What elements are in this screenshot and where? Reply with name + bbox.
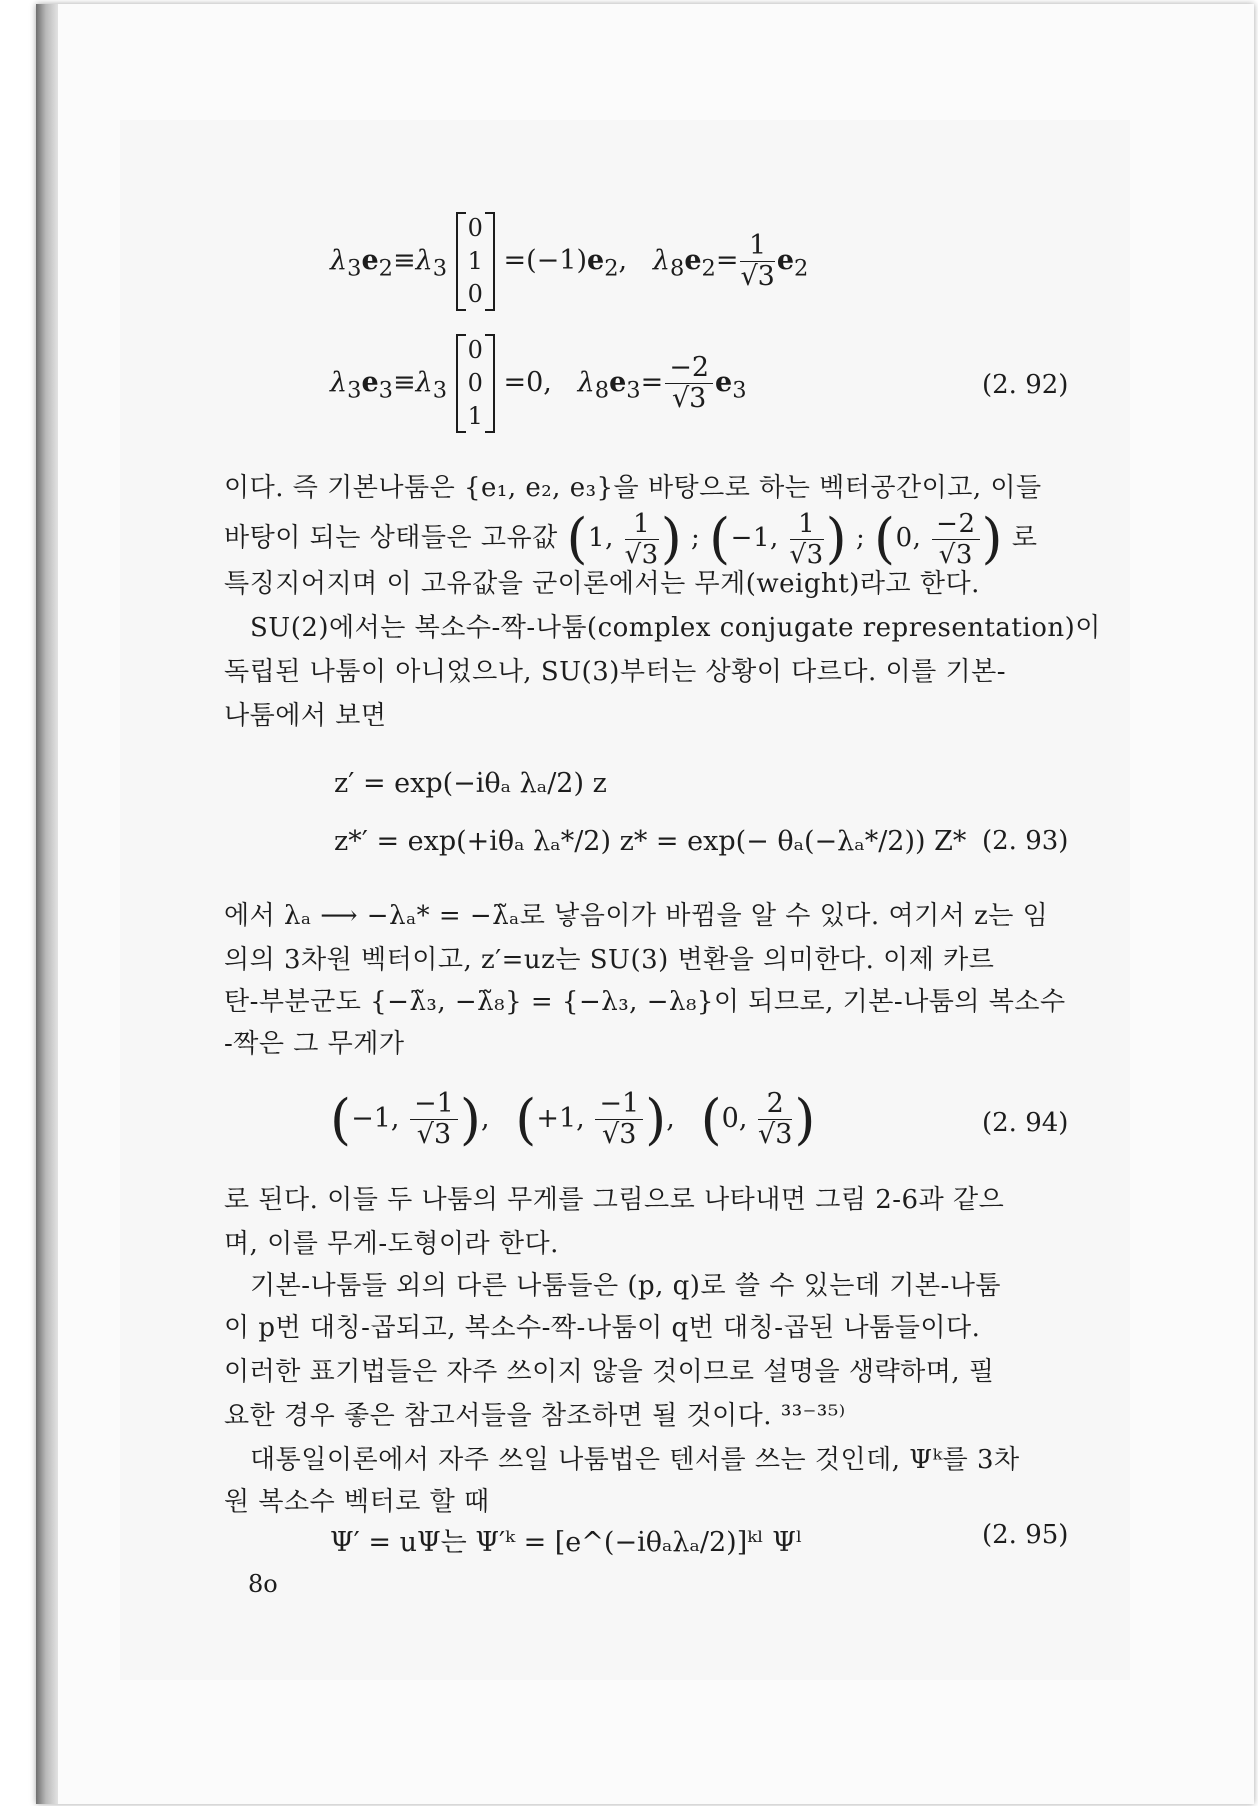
paragraph-3-line-3: 탄-부분군도 {−λ̃₃, −λ̃₈} = {−λ₃, −λ₈}이 되므로, 기본-나툼의 복소수 xyxy=(224,987,1066,1017)
page-number: 8o xyxy=(248,1570,278,1598)
paragraph-1-line-2-end: 로 xyxy=(1011,523,1038,553)
paragraph-6-line-2: 원 복소수 벡터로 할 때 xyxy=(224,1487,490,1517)
paragraph-4-line-1: 로 된다. 이들 두 나툼의 무게를 그림으로 나타내면 그림 2-6과 같으 xyxy=(224,1185,1005,1215)
equation-number-2-94: (2. 94) xyxy=(982,1108,1069,1138)
paragraph-5-line-1: 기본-나툼들 외의 다른 나툼들은 (p, q)로 쓸 수 있는데 기본-나툼 xyxy=(250,1271,1001,1301)
equation-number-2-95: (2. 95) xyxy=(982,1520,1069,1550)
eigenvalue-triples: (1, $\frac{1}{√3}$ ) ; (−1, $\frac{1}{√3}$ ) ; (0, $\frac{-2}{√3}$ ) xyxy=(566,507,1004,570)
equation-number-2-93: (2. 93) xyxy=(982,826,1069,856)
equation-weights: (−1, $\frac{-1}{√3}$ ), (+1, $\frac{-1}{√3}$ ), (0, $\frac{2}{√3}$ ) xyxy=(330,1088,816,1151)
equation-tensor-transform: Ψ′ = uΨ는 Ψ′ᵏ = [e^(−iθₐλₐ/2)]ᵏˡ Ψˡ xyxy=(330,1527,803,1558)
equation-lambda3-e2: $\lambda_3e_2\equiv\lambda_3$ 0 1 0 $=(-1)e_2$, $\lambda_8e_2=$ $\frac{1}{√3}$ $e_2$ xyxy=(330,212,808,311)
paragraph-5-line-4: 요한 경우 좋은 참고서들을 참조하면 될 것이다. ³³⁻³⁵⁾ xyxy=(224,1401,846,1431)
paragraph-2-line-3: 나툼에서 보면 xyxy=(224,701,387,731)
book-spine xyxy=(36,4,58,1804)
equation-number-2-92: (2. 92) xyxy=(982,370,1069,400)
paragraph-6-line-1: 대통일이론에서 자주 쓰일 나툼법은 텐서를 쓰는 것인데, Ψᵏ를 3차 xyxy=(250,1445,1020,1475)
equation-z-star-prime: z*′ = exp(+iθₐ λₐ*/2) z* = exp(− θₐ(−λₐ*/2)) Z* xyxy=(334,826,967,857)
paragraph-1-line-1: 이다. 즉 기본나툼은 {e₁, e₂, e₃}을 바탕으로 하는 벡터공간이고, 이들 xyxy=(224,473,1042,503)
paragraph-1-line-2-text: 바탕이 되는 상태들은 고유값 xyxy=(224,523,558,553)
paragraph-3-line-1: 에서 λₐ ⟶ −λₐ* = −λ̃ₐ로 낳음이가 바뀜을 알 수 있다. 여기서 z는 임 xyxy=(224,901,1049,931)
paragraph-2-line-1: SU(2)에서는 복소수-짝-나툼(complex conjugate representation)이 xyxy=(250,613,1101,643)
equation-lambda3-e3: $\lambda_3e_3\equiv\lambda_3$ 0 0 1 =0, $\lambda_8e_3=$ $\frac{-2}{√3}$ $e_3$ xyxy=(330,334,747,433)
paragraph-5-line-3: 이러한 표기법들은 자주 쓰이지 않을 것이므로 설명을 생략하며, 필 xyxy=(224,1357,995,1387)
paragraph-1-line-2 xyxy=(224,508,1037,570)
paragraph-3-line-2: 의의 3차원 벡터이고, z′=uz는 SU(3) 변환을 의미한다. 이제 카르 xyxy=(224,945,995,975)
paragraph-5-line-2: 이 p번 대칭-곱되고, 복소수-짝-나툼이 q번 대칭-곱된 나툼들이다. xyxy=(224,1313,981,1343)
equation-z-prime: z′ = exp(−iθₐ λₐ/2) z xyxy=(334,768,607,799)
paragraph-2-line-2: 독립된 나툼이 아니었으나, SU(3)부터는 상황이 다르다. 이를 기본- xyxy=(224,657,1007,687)
paragraph-3-line-4: -짝은 그 무게가 xyxy=(224,1029,405,1059)
paragraph-1-line-3: 특징지어지며 이 고유값을 군이론에서는 무게(weight)라고 한다. xyxy=(224,569,980,599)
paragraph-4-line-2: 며, 이를 무게-도형이라 한다. xyxy=(224,1229,559,1259)
